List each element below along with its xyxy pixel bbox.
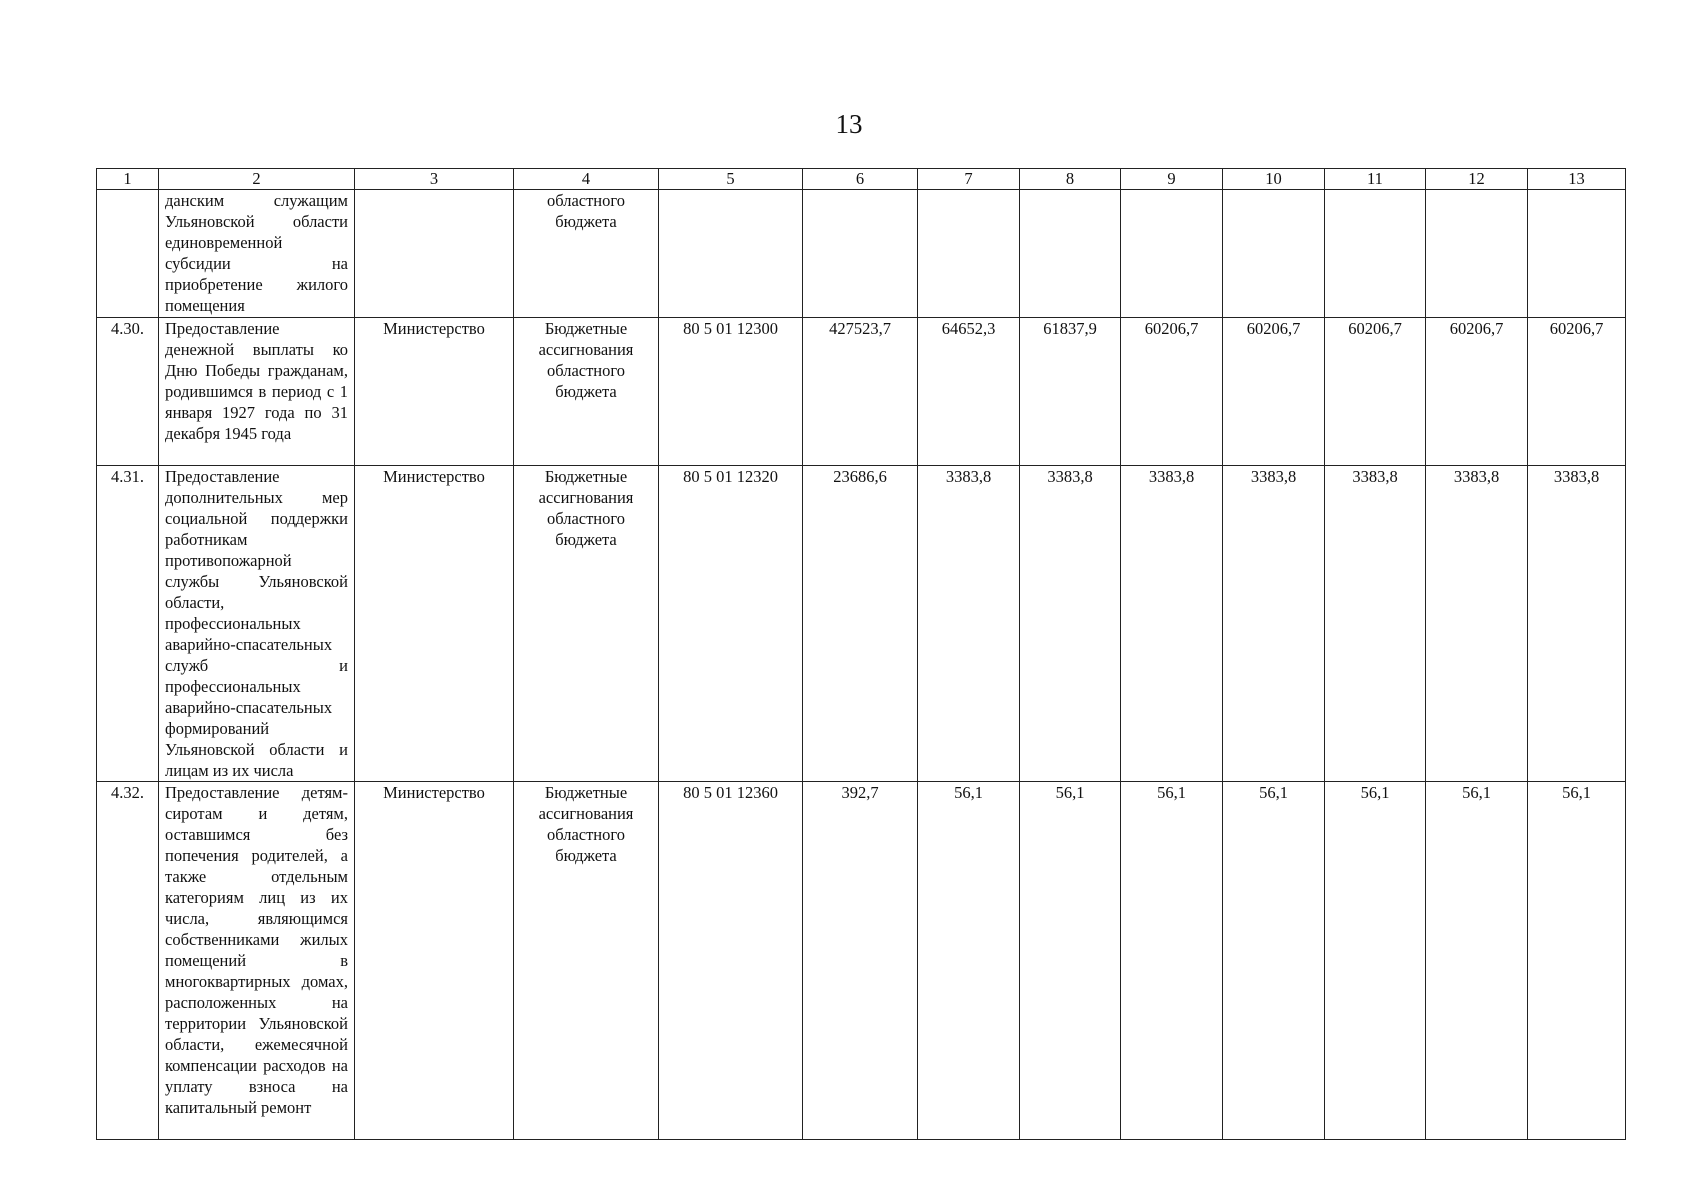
row-value: 392,7 [803,782,918,1140]
row-value [1426,190,1528,318]
row-value [1121,190,1223,318]
row-source: Бюджетные ассигнования областного бюджета [514,318,659,466]
header-cell: 5 [659,169,803,190]
row-code: 80 5 01 12360 [659,782,803,1140]
row-value: 60206,7 [1223,318,1325,466]
row-value: 56,1 [1121,782,1223,1140]
header-cell: 2 [159,169,355,190]
table-row [97,318,1626,466]
header-cell: 7 [918,169,1020,190]
row-value: 60206,7 [1426,318,1528,466]
row-code: 80 5 01 12320 [659,466,803,782]
row-organization: Министерство [355,782,514,1140]
row-value: 3383,8 [1528,466,1626,782]
row-value: 3383,8 [1020,466,1121,782]
row-value: 3383,8 [918,466,1020,782]
page-number: 13 [835,109,863,139]
row-number: 4.32. [97,782,159,1140]
row-value [1325,190,1426,318]
header-cell: 3 [355,169,514,190]
row-value: 56,1 [1528,782,1626,1140]
row-description: Предоставление денежной выплаты ко Дню Победы гражданам, родившимся в период с 1 января 1927 года по 31 декабря 1945 года [159,318,355,466]
header-cell: 9 [1121,169,1223,190]
row-value [918,190,1020,318]
row-value: 60206,7 [1325,318,1426,466]
row-value: 61837,9 [1020,318,1121,466]
row-value: 3383,8 [1426,466,1528,782]
row-value: 60206,7 [1528,318,1626,466]
row-value: 56,1 [918,782,1020,1140]
row-value: 3383,8 [1325,466,1426,782]
row-value: 3383,8 [1121,466,1223,782]
row-value: 427523,7 [803,318,918,466]
row-source: Бюджетные ассигнования областного бюджета [514,466,659,782]
header-cell: 8 [1020,169,1121,190]
table-row [97,466,1626,782]
row-organization [355,190,514,318]
row-value: 3383,8 [1223,466,1325,782]
row-value: 56,1 [1426,782,1528,1140]
row-code: 80 5 01 12300 [659,318,803,466]
budget-table [96,168,1626,1140]
row-organization: Министерство [355,466,514,782]
row-number: 4.30. [97,318,159,466]
row-description: Предоставление детям-сиротам и детям, оставшимся без попечения родителей, а также отдельным категориям лиц из их числа, являющимся собственниками жилых помещений в многоквартирных домах, расположенных на территории Ульяновской области, ежемесячной компенсации расходов на уплату взноса на капитальный ремонт [159,782,355,1140]
header-cell: 10 [1223,169,1325,190]
row-value: 56,1 [1223,782,1325,1140]
header-cell: 11 [1325,169,1426,190]
row-value [1528,190,1626,318]
row-organization: Министерство [355,318,514,466]
table-row [97,190,1626,318]
header-row [97,169,1626,190]
row-value: 23686,6 [803,466,918,782]
table-row [97,782,1626,1140]
row-description: данским служащим Ульяновской области единовременной субсидии на приобретение жилого помещения [159,190,355,318]
row-number: 4.31. [97,466,159,782]
row-value: 56,1 [1325,782,1426,1140]
header-cell: 1 [97,169,159,190]
header-cell: 13 [1528,169,1626,190]
header-cell: 4 [514,169,659,190]
header-cell: 6 [803,169,918,190]
row-value: 56,1 [1020,782,1121,1140]
row-description: Предоставление дополнительных мер социальной поддержки работникам противопожарной службы Ульяновской области, профессиональных аварийно-спасательных служб и профессиональных аварийно-спасательных формирований Ульяновской области и лицам из их числа [159,466,355,782]
row-value [803,190,918,318]
row-code [659,190,803,318]
header-cell: 12 [1426,169,1528,190]
row-value [1223,190,1325,318]
row-source: областного бюджета [514,190,659,318]
row-value: 64652,3 [918,318,1020,466]
row-value: 60206,7 [1121,318,1223,466]
row-number [97,190,159,318]
row-source: Бюджетные ассигнования областного бюджета [514,782,659,1140]
row-value [1020,190,1121,318]
